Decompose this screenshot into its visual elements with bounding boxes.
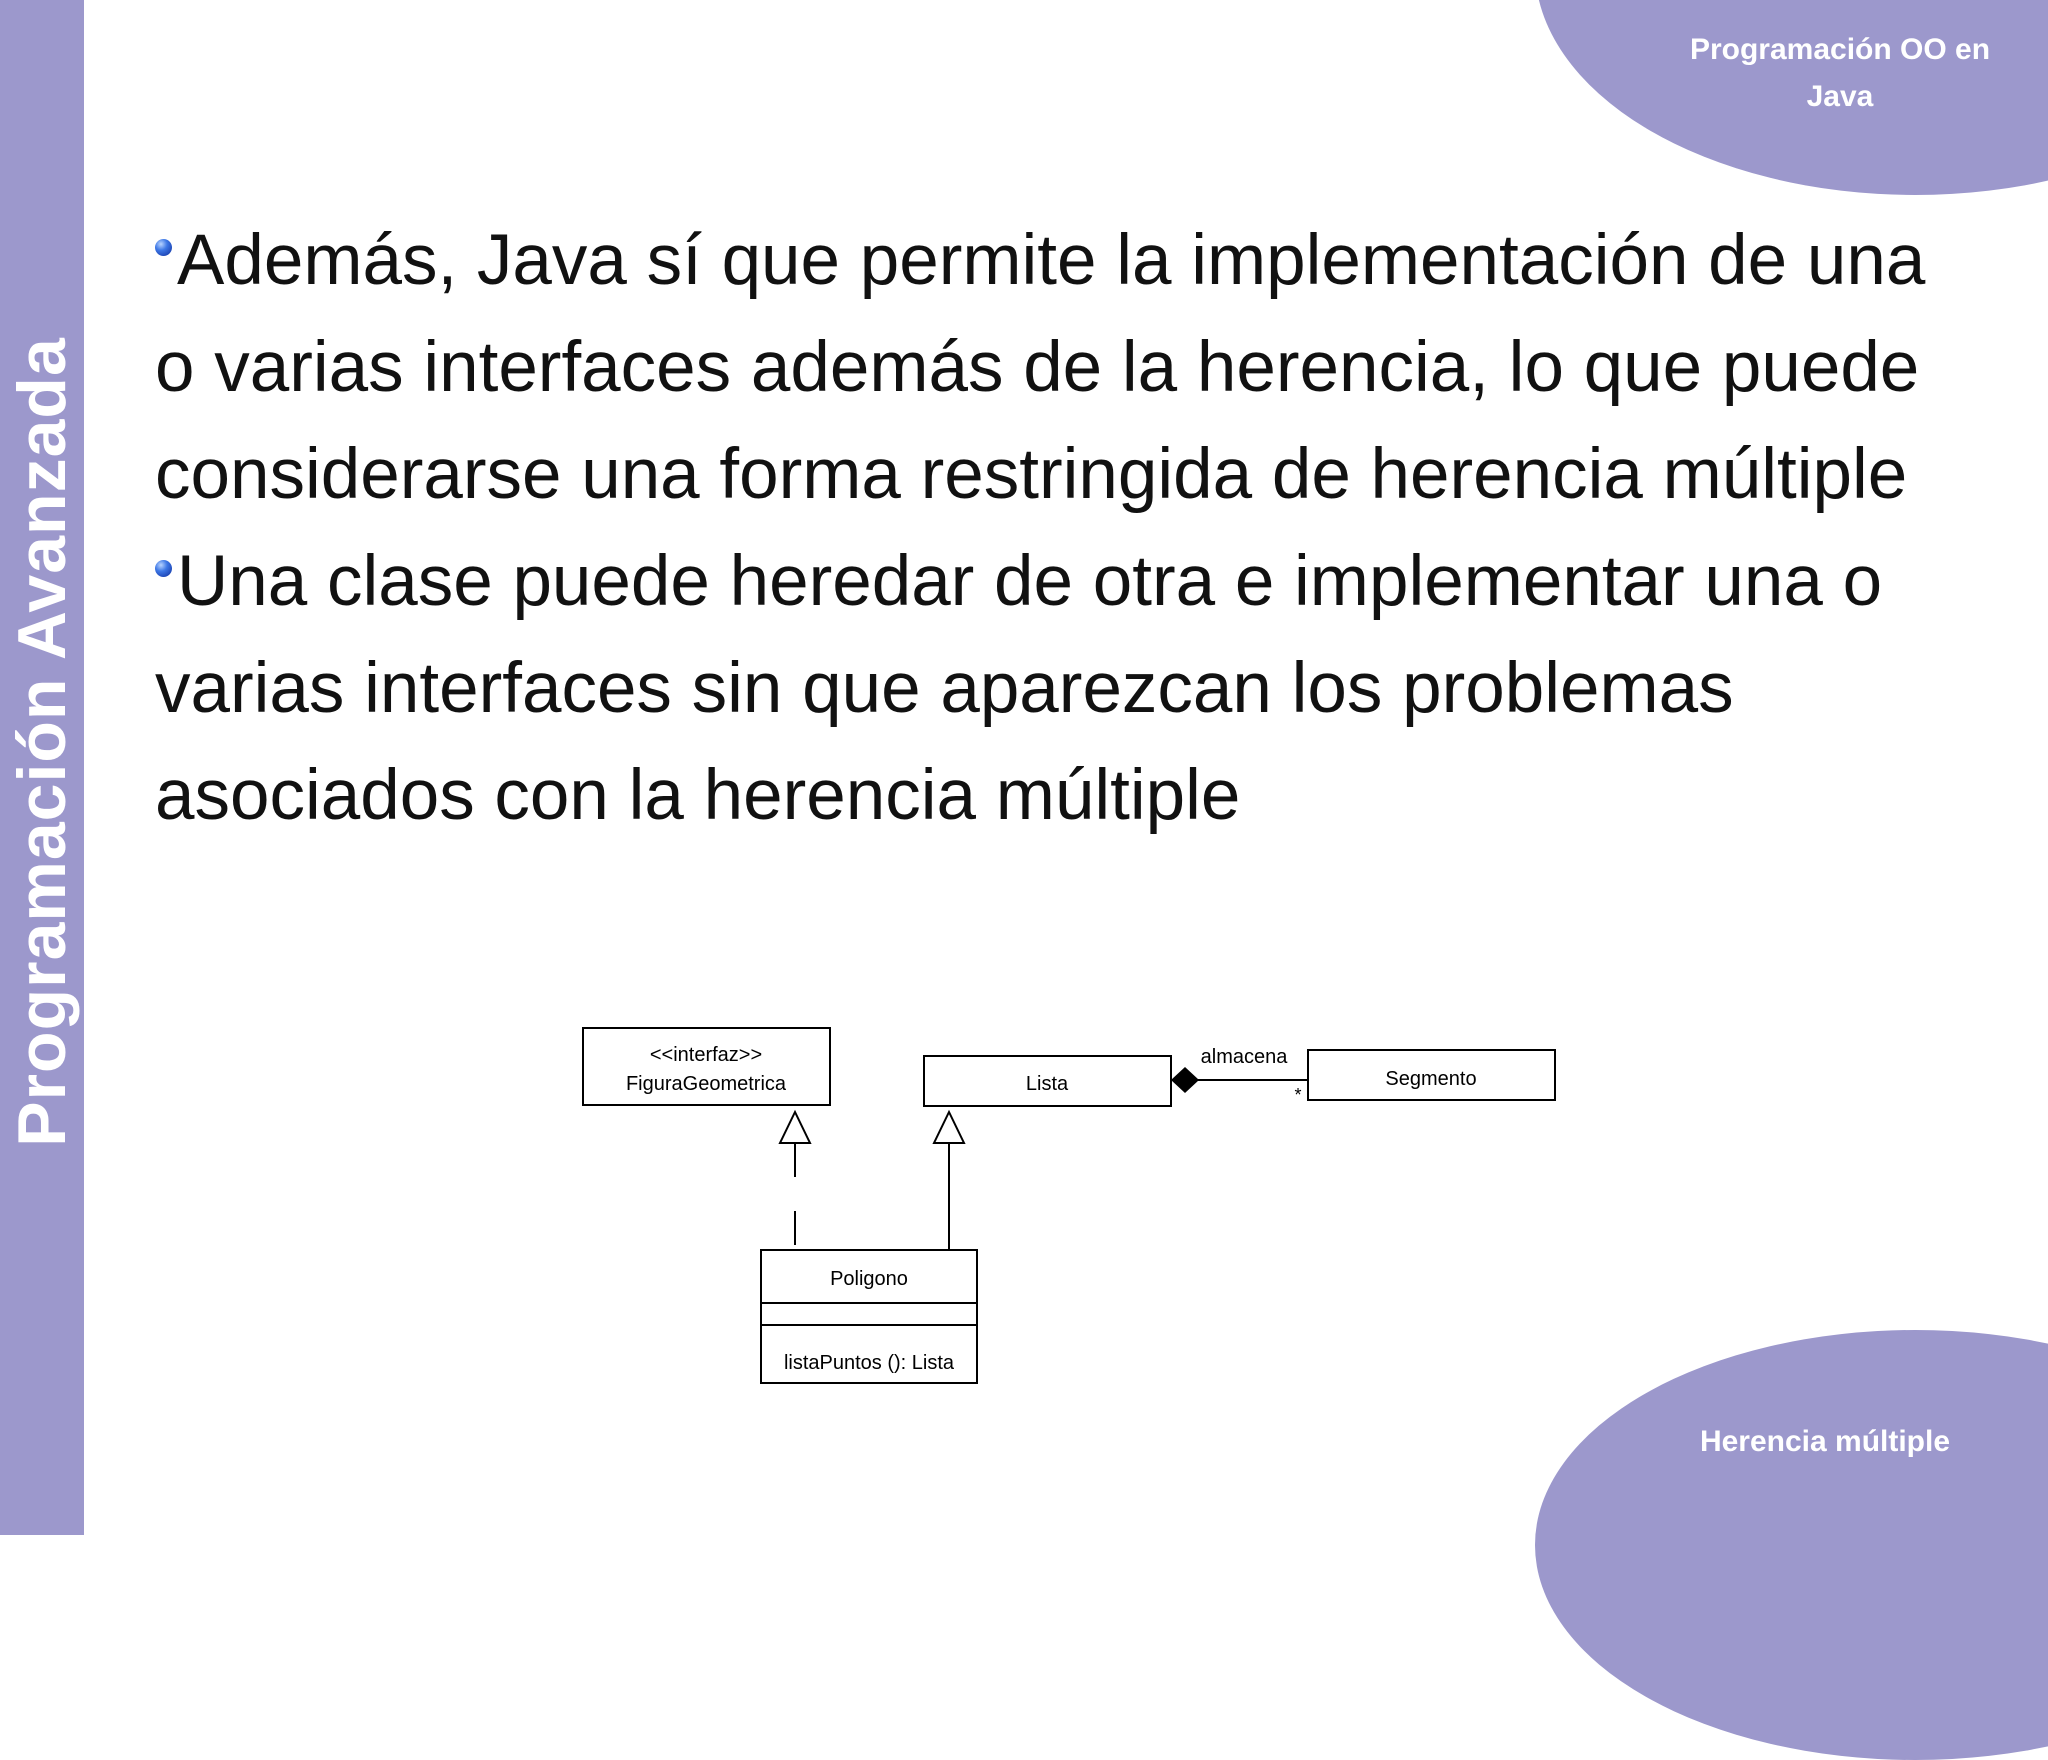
realization-arrowhead	[780, 1112, 810, 1143]
sidebar-title: Programación Avanzada	[4, 337, 80, 1147]
poligono-method: listaPuntos (): Lista	[783, 1352, 955, 1374]
bullet-text: Una clase puede heredar de otra e implementar una o varias interfaces sin que aparezcan los problemas asociados con la herencia múltiple	[155, 542, 1883, 835]
bullet-text: Además, Java sí que permite la implementación de una o varias interfaces además de la herencia, lo que puede considerarse una forma restringida de herencia múltiple	[155, 221, 1926, 514]
interface-stereotype: <<interfaz>>	[649, 1044, 763, 1066]
course-title: Programación OO en Java	[1689, 33, 1991, 113]
association-label: almacena	[1200, 1046, 1288, 1068]
generalization-arrowhead	[934, 1112, 964, 1143]
composition-diamond	[1171, 1067, 1199, 1093]
multiplicity-label: *	[1294, 1085, 1302, 1105]
segmento-class-name: Segmento	[1385, 1068, 1477, 1090]
interface-name: FiguraGeometrica	[625, 1073, 787, 1095]
poligono-class-name: Poligono	[830, 1268, 908, 1290]
lista-class-name: Lista	[1025, 1073, 1069, 1095]
section-title: Herencia múltiple	[1699, 1425, 1951, 1458]
